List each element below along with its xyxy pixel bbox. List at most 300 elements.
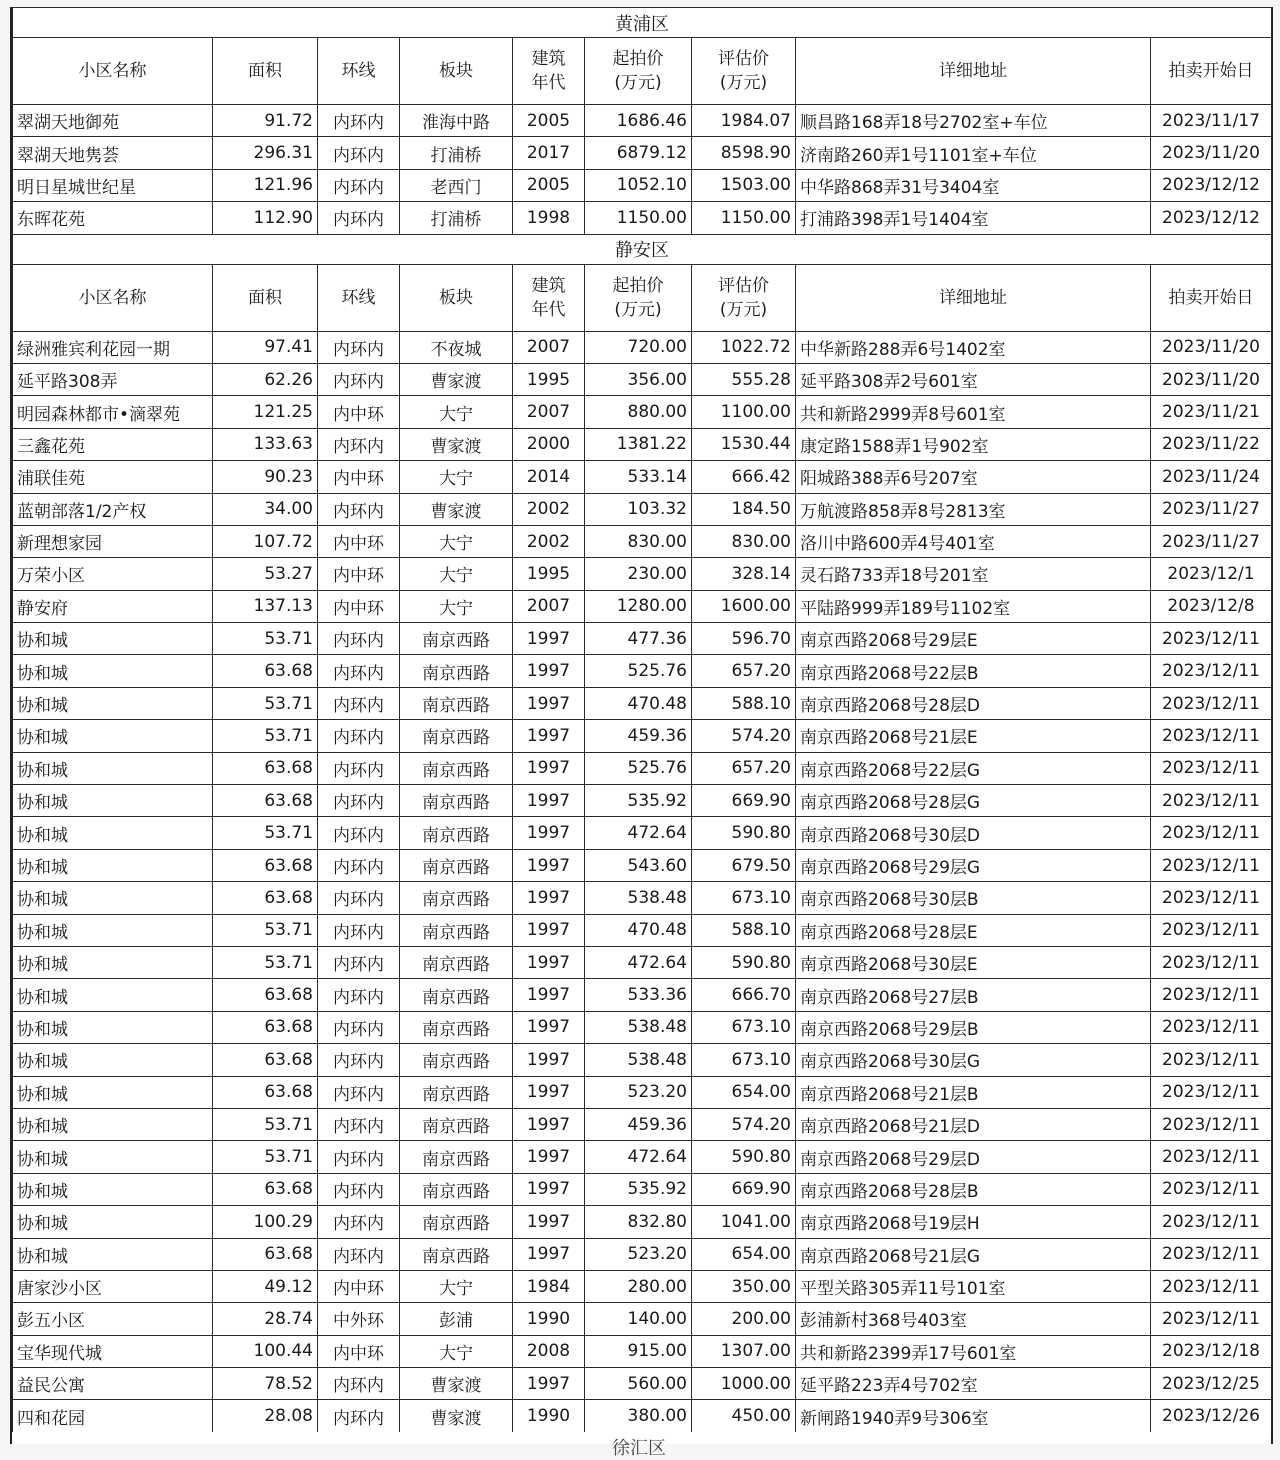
cell-year: 1990 [513, 1303, 585, 1335]
cell-name: 协和城 [13, 1173, 213, 1205]
header-ring: 环线 [318, 264, 400, 331]
cell-date: 2023/12/11 [1151, 946, 1272, 978]
cell-start-price: 470.48 [585, 914, 692, 946]
cell-start-price: 1686.46 [585, 105, 692, 137]
header-year [513, 264, 585, 331]
cell-area: 63.68 [213, 979, 318, 1011]
cell-year: 1995 [513, 363, 585, 395]
cell-eval-price: 673.10 [692, 882, 796, 914]
cell-name: 明日星城世纪星 [13, 169, 213, 201]
auction-table [12, 7, 1272, 1433]
cell-year: 2007 [513, 590, 585, 622]
cell-ring: 内中环 [318, 525, 400, 557]
cell-eval-price: 588.10 [692, 687, 796, 719]
cell-block: 南京西路 [400, 1044, 513, 1076]
cell-area: 63.68 [213, 849, 318, 881]
header-name: 小区名称 [13, 264, 213, 331]
cell-address: 新闸路1940弄9号306室 [796, 1400, 1151, 1432]
cell-year: 1997 [513, 1141, 585, 1173]
cell-eval-price: 669.90 [692, 785, 796, 817]
cell-area: 63.68 [213, 1238, 318, 1270]
table-row [13, 946, 1272, 978]
cell-name: 新理想家园 [13, 525, 213, 557]
cell-block: 曹家渡 [400, 428, 513, 460]
cell-address: 康定路1588弄1号902室 [796, 428, 1151, 460]
cell-year: 1997 [513, 1238, 585, 1270]
cell-address: 延平路223弄4号702室 [796, 1368, 1151, 1400]
cell-ring: 内环内 [318, 169, 400, 201]
cell-name: 协和城 [13, 1011, 213, 1043]
cell-start-price: 477.36 [585, 623, 692, 655]
header-address: 详细地址 [796, 264, 1151, 331]
cell-address: 南京西路2068号29层B [796, 1011, 1151, 1043]
table-row [13, 849, 1272, 881]
cell-ring: 内环内 [318, 914, 400, 946]
cell-address: 打浦路398弄1号1404室 [796, 202, 1151, 234]
cell-eval-price: 1022.72 [692, 331, 796, 363]
cell-name: 东晖花苑 [13, 202, 213, 234]
table-row [13, 202, 1272, 234]
header-date: 拍卖开始日 [1151, 38, 1272, 105]
district-title: 黄浦区 [13, 8, 1272, 38]
cell-block: 不夜城 [400, 331, 513, 363]
cell-year: 1997 [513, 946, 585, 978]
column-header-row [13, 38, 1272, 105]
cell-start-price: 543.60 [585, 849, 692, 881]
cell-start-price: 535.92 [585, 1173, 692, 1205]
header-year [513, 38, 585, 105]
cell-date: 2023/12/8 [1151, 590, 1272, 622]
cell-area: 53.71 [213, 946, 318, 978]
cell-eval-price: 8598.90 [692, 137, 796, 169]
cell-eval-price: 184.50 [692, 493, 796, 525]
cell-address: 南京西路2068号28层B [796, 1173, 1151, 1205]
cell-year: 2017 [513, 137, 585, 169]
cell-name: 浦联佳苑 [13, 461, 213, 493]
cell-date: 2023/12/11 [1151, 1303, 1272, 1335]
cell-ring: 内环内 [318, 202, 400, 234]
cell-name: 三鑫花苑 [13, 428, 213, 460]
cell-date: 2023/12/11 [1151, 623, 1272, 655]
cell-name: 协和城 [13, 914, 213, 946]
cell-name: 协和城 [13, 946, 213, 978]
cell-year: 1997 [513, 785, 585, 817]
cell-start-price: 538.48 [585, 1011, 692, 1043]
cell-start-price: 103.32 [585, 493, 692, 525]
table-row [13, 720, 1272, 752]
cell-name: 蓝朝部落1/2产权 [13, 493, 213, 525]
cell-eval-price: 654.00 [692, 1238, 796, 1270]
cell-start-price: 533.36 [585, 979, 692, 1011]
cell-name: 协和城 [13, 1238, 213, 1270]
cell-date: 2023/12/11 [1151, 849, 1272, 881]
cell-date: 2023/11/20 [1151, 137, 1272, 169]
cell-date: 2023/12/11 [1151, 1044, 1272, 1076]
cell-date: 2023/11/20 [1151, 331, 1272, 363]
cell-ring: 内环内 [318, 979, 400, 1011]
table-row [13, 1141, 1272, 1173]
cell-area: 137.13 [213, 590, 318, 622]
cell-start-price: 830.00 [585, 525, 692, 557]
cell-date: 2023/12/11 [1151, 882, 1272, 914]
cell-address: 顺昌路168弄18号2702室+车位 [796, 105, 1151, 137]
cell-date: 2023/12/11 [1151, 1206, 1272, 1238]
cell-eval-price: 200.00 [692, 1303, 796, 1335]
cell-date: 2023/11/17 [1151, 105, 1272, 137]
table-row [13, 1400, 1272, 1432]
cell-year: 1997 [513, 687, 585, 719]
cell-area: 296.31 [213, 137, 318, 169]
cell-date: 2023/12/11 [1151, 979, 1272, 1011]
cell-name: 延平路308弄 [13, 363, 213, 395]
table-row [13, 785, 1272, 817]
cell-name: 明园森林都市•滴翠苑 [13, 396, 213, 428]
cell-start-price: 720.00 [585, 331, 692, 363]
cell-year: 1997 [513, 979, 585, 1011]
cell-date: 2023/12/11 [1151, 1011, 1272, 1043]
table-row [13, 979, 1272, 1011]
cell-eval-price: 1530.44 [692, 428, 796, 460]
header-area: 面积 [213, 38, 318, 105]
header-year-line1: 建筑 [531, 275, 566, 296]
cell-start-price: 535.92 [585, 785, 692, 817]
cell-ring: 内环内 [318, 817, 400, 849]
cell-name: 协和城 [13, 1044, 213, 1076]
cell-name: 翠湖天地御苑 [13, 105, 213, 137]
cell-address: 南京西路2068号22层B [796, 655, 1151, 687]
table-row [13, 1335, 1272, 1367]
cell-block: 南京西路 [400, 655, 513, 687]
cell-address: 平陆路999弄189号1102室 [796, 590, 1151, 622]
cell-start-price: 538.48 [585, 882, 692, 914]
cell-area: 63.68 [213, 1076, 318, 1108]
cell-year: 1997 [513, 752, 585, 784]
cell-year: 1997 [513, 1076, 585, 1108]
header-ring: 环线 [318, 38, 400, 105]
cell-name: 协和城 [13, 1076, 213, 1108]
cell-start-price: 1280.00 [585, 590, 692, 622]
cell-year: 2005 [513, 169, 585, 201]
cell-address: 南京西路2068号29层E [796, 623, 1151, 655]
cell-block: 南京西路 [400, 914, 513, 946]
table-row [13, 1270, 1272, 1302]
cell-block: 大宁 [400, 1335, 513, 1367]
cell-block: 大宁 [400, 396, 513, 428]
cell-ring: 内环内 [318, 623, 400, 655]
cell-block: 打浦桥 [400, 137, 513, 169]
table-row [13, 461, 1272, 493]
cell-name: 协和城 [13, 882, 213, 914]
header-year-line1: 建筑 [531, 49, 566, 69]
cell-ring: 内环内 [318, 1206, 400, 1238]
header-start-line2: (万元) [614, 73, 662, 93]
cell-address: 彭浦新村368号403室 [796, 1303, 1151, 1335]
cell-date: 2023/12/26 [1151, 1400, 1272, 1432]
table-row [13, 1108, 1272, 1140]
cell-ring: 内环内 [318, 1400, 400, 1432]
cell-ring: 内环内 [318, 105, 400, 137]
cell-block: 南京西路 [400, 1206, 513, 1238]
cell-year: 2000 [513, 428, 585, 460]
cell-date: 2023/11/21 [1151, 396, 1272, 428]
cell-address: 延平路308弄2号601室 [796, 363, 1151, 395]
cell-eval-price: 590.80 [692, 817, 796, 849]
cell-eval-price: 1000.00 [692, 1368, 796, 1400]
cell-date: 2023/11/27 [1151, 525, 1272, 557]
cell-name: 万荣小区 [13, 558, 213, 590]
cell-address: 阳城路388弄6号207室 [796, 461, 1151, 493]
table-row [13, 590, 1272, 622]
cell-ring: 内环内 [318, 849, 400, 881]
cell-eval-price: 1100.00 [692, 396, 796, 428]
cell-start-price: 523.20 [585, 1238, 692, 1270]
header-area: 面积 [213, 264, 318, 331]
cell-eval-price: 666.42 [692, 461, 796, 493]
table-row [13, 169, 1272, 201]
cell-date: 2023/12/11 [1151, 752, 1272, 784]
table-row [13, 1044, 1272, 1076]
cell-block: 南京西路 [400, 1108, 513, 1140]
cell-start-price: 538.48 [585, 1044, 692, 1076]
cell-start-price: 356.00 [585, 363, 692, 395]
cell-year: 1995 [513, 558, 585, 590]
cell-ring: 内环内 [318, 1141, 400, 1173]
cell-start-price: 832.80 [585, 1206, 692, 1238]
cell-address: 平型关路305弄11号101室 [796, 1270, 1151, 1302]
cell-ring: 内环内 [318, 493, 400, 525]
header-block: 板块 [400, 38, 513, 105]
cell-eval-price: 673.10 [692, 1044, 796, 1076]
cell-block: 南京西路 [400, 1076, 513, 1108]
cell-eval-price: 574.20 [692, 720, 796, 752]
cell-area: 63.68 [213, 1011, 318, 1043]
cell-block: 南京西路 [400, 623, 513, 655]
table-row [13, 623, 1272, 655]
cell-ring: 内环内 [318, 1076, 400, 1108]
cell-address: 南京西路2068号28层E [796, 914, 1151, 946]
cell-eval-price: 555.28 [692, 363, 796, 395]
cell-eval-price: 328.14 [692, 558, 796, 590]
header-start-line1: 起拍价 [612, 49, 664, 69]
cell-name: 协和城 [13, 817, 213, 849]
table-row [13, 331, 1272, 363]
cell-eval-price: 596.70 [692, 623, 796, 655]
cell-ring: 内环内 [318, 137, 400, 169]
cell-block: 曹家渡 [400, 363, 513, 395]
cell-name: 协和城 [13, 655, 213, 687]
cell-area: 53.71 [213, 914, 318, 946]
cell-area: 97.41 [213, 331, 318, 363]
cell-ring: 内环内 [318, 655, 400, 687]
cell-address: 南京西路2068号19层H [796, 1206, 1151, 1238]
cell-start-price: 472.64 [585, 1141, 692, 1173]
cell-year: 2002 [513, 525, 585, 557]
cell-start-price: 525.76 [585, 752, 692, 784]
cell-eval-price: 657.20 [692, 655, 796, 687]
cell-ring: 内中环 [318, 558, 400, 590]
cell-name: 协和城 [13, 623, 213, 655]
cell-ring: 内环内 [318, 946, 400, 978]
cell-block: 南京西路 [400, 817, 513, 849]
cell-ring: 内环内 [318, 1108, 400, 1140]
cell-address: 南京西路2068号22层G [796, 752, 1151, 784]
cell-block: 大宁 [400, 590, 513, 622]
cell-ring: 内中环 [318, 1335, 400, 1367]
cell-date: 2023/12/25 [1151, 1368, 1272, 1400]
cell-date: 2023/12/11 [1151, 1238, 1272, 1270]
cell-area: 63.68 [213, 655, 318, 687]
cell-ring: 内中环 [318, 461, 400, 493]
cell-address: 灵石路733弄18号201室 [796, 558, 1151, 590]
cell-block: 彭浦 [400, 1303, 513, 1335]
cell-area: 34.00 [213, 493, 318, 525]
cell-date: 2023/12/11 [1151, 1108, 1272, 1140]
cell-address: 中华路868弄31号3404室 [796, 169, 1151, 201]
cell-start-price: 472.64 [585, 817, 692, 849]
cell-ring: 内中环 [318, 396, 400, 428]
cell-start-price: 1381.22 [585, 428, 692, 460]
cell-ring: 内环内 [318, 1368, 400, 1400]
cell-year: 1997 [513, 1011, 585, 1043]
cell-year: 1997 [513, 655, 585, 687]
cell-name: 协和城 [13, 849, 213, 881]
cell-eval-price: 588.10 [692, 914, 796, 946]
cell-eval-price: 574.20 [692, 1108, 796, 1140]
cell-start-price: 459.36 [585, 1108, 692, 1140]
cell-eval-price: 679.50 [692, 849, 796, 881]
cell-date: 2023/11/24 [1151, 461, 1272, 493]
cell-area: 53.71 [213, 687, 318, 719]
cell-area: 100.44 [213, 1335, 318, 1367]
cell-area: 28.74 [213, 1303, 318, 1335]
cell-area: 112.90 [213, 202, 318, 234]
cell-start-price: 472.64 [585, 946, 692, 978]
cell-start-price: 560.00 [585, 1368, 692, 1400]
cell-block: 南京西路 [400, 720, 513, 752]
cell-name: 协和城 [13, 785, 213, 817]
cell-ring: 内环内 [318, 1011, 400, 1043]
cell-year: 2007 [513, 396, 585, 428]
cell-area: 53.71 [213, 720, 318, 752]
cell-block: 老西门 [400, 169, 513, 201]
cell-name: 协和城 [13, 979, 213, 1011]
cell-block: 南京西路 [400, 882, 513, 914]
cell-eval-price: 1600.00 [692, 590, 796, 622]
cell-address: 南京西路2068号28层G [796, 785, 1151, 817]
cell-eval-price: 590.80 [692, 1141, 796, 1173]
cell-block: 曹家渡 [400, 1368, 513, 1400]
cell-block: 大宁 [400, 1270, 513, 1302]
cell-block: 大宁 [400, 558, 513, 590]
cell-block: 南京西路 [400, 1173, 513, 1205]
cell-area: 121.96 [213, 169, 318, 201]
cell-eval-price: 450.00 [692, 1400, 796, 1432]
cell-name: 协和城 [13, 720, 213, 752]
cell-address: 南京西路2068号21层E [796, 720, 1151, 752]
cell-start-price: 880.00 [585, 396, 692, 428]
table-row [13, 1206, 1272, 1238]
cell-name: 协和城 [13, 1108, 213, 1140]
table-row [13, 1238, 1272, 1270]
cell-area: 63.68 [213, 752, 318, 784]
cell-ring: 内中环 [318, 1270, 400, 1302]
cell-year: 1984 [513, 1270, 585, 1302]
cell-ring: 内中环 [318, 590, 400, 622]
cell-name: 彭五小区 [13, 1303, 213, 1335]
cell-eval-price: 657.20 [692, 752, 796, 784]
cell-address: 南京西路2068号21层G [796, 1238, 1151, 1270]
table-row [13, 137, 1272, 169]
header-start-price [585, 38, 692, 105]
header-year-line2: 年代 [531, 299, 566, 320]
cell-area: 53.71 [213, 1108, 318, 1140]
cell-name: 静安府 [13, 590, 213, 622]
cell-start-price: 459.36 [585, 720, 692, 752]
cell-address: 南京西路2068号21层B [796, 1076, 1151, 1108]
cell-address: 济南路260弄1号1101室+车位 [796, 137, 1151, 169]
cell-year: 2008 [513, 1335, 585, 1367]
cell-area: 28.08 [213, 1400, 318, 1432]
cell-block: 南京西路 [400, 1238, 513, 1270]
cell-date: 2023/12/11 [1151, 720, 1272, 752]
cell-area: 91.72 [213, 105, 318, 137]
cell-start-price: 1150.00 [585, 202, 692, 234]
cell-year: 2005 [513, 105, 585, 137]
header-eval-line2: (万元) [719, 299, 768, 320]
cell-name: 唐家沙小区 [13, 1270, 213, 1302]
cell-date: 2023/12/11 [1151, 1270, 1272, 1302]
cell-year: 1997 [513, 849, 585, 881]
header-start-line2: (万元) [614, 299, 662, 320]
auction-listing-sheet [10, 7, 1273, 1433]
header-eval-price [692, 38, 796, 105]
cell-date: 2023/12/11 [1151, 687, 1272, 719]
table-row [13, 396, 1272, 428]
cell-block: 打浦桥 [400, 202, 513, 234]
cell-area: 53.71 [213, 623, 318, 655]
header-eval-line2: (万元) [719, 73, 768, 93]
header-address: 详细地址 [796, 38, 1151, 105]
cell-year: 1997 [513, 1108, 585, 1140]
cell-ring: 内环内 [318, 428, 400, 460]
cell-date: 2023/11/22 [1151, 428, 1272, 460]
cell-year: 1997 [513, 817, 585, 849]
cell-year: 2007 [513, 331, 585, 363]
header-date: 拍卖开始日 [1151, 264, 1272, 331]
cell-start-price: 915.00 [585, 1335, 692, 1367]
cell-ring: 内环内 [318, 785, 400, 817]
district-title: 静安区 [13, 234, 1272, 264]
cell-block: 南京西路 [400, 849, 513, 881]
cell-start-price: 280.00 [585, 1270, 692, 1302]
cell-ring: 内环内 [318, 1173, 400, 1205]
table-row [13, 105, 1272, 137]
cell-start-price: 380.00 [585, 1400, 692, 1432]
table-body [13, 8, 1272, 1433]
cell-block: 曹家渡 [400, 1400, 513, 1432]
cell-start-price: 230.00 [585, 558, 692, 590]
cell-date: 2023/12/11 [1151, 914, 1272, 946]
cell-date: 2023/12/12 [1151, 169, 1272, 201]
cell-block: 南京西路 [400, 687, 513, 719]
cell-year: 1997 [513, 720, 585, 752]
cell-date: 2023/12/12 [1151, 202, 1272, 234]
cell-area: 53.27 [213, 558, 318, 590]
cell-year: 2002 [513, 493, 585, 525]
cell-block: 南京西路 [400, 785, 513, 817]
cell-start-price: 1052.10 [585, 169, 692, 201]
cell-year: 1997 [513, 1206, 585, 1238]
